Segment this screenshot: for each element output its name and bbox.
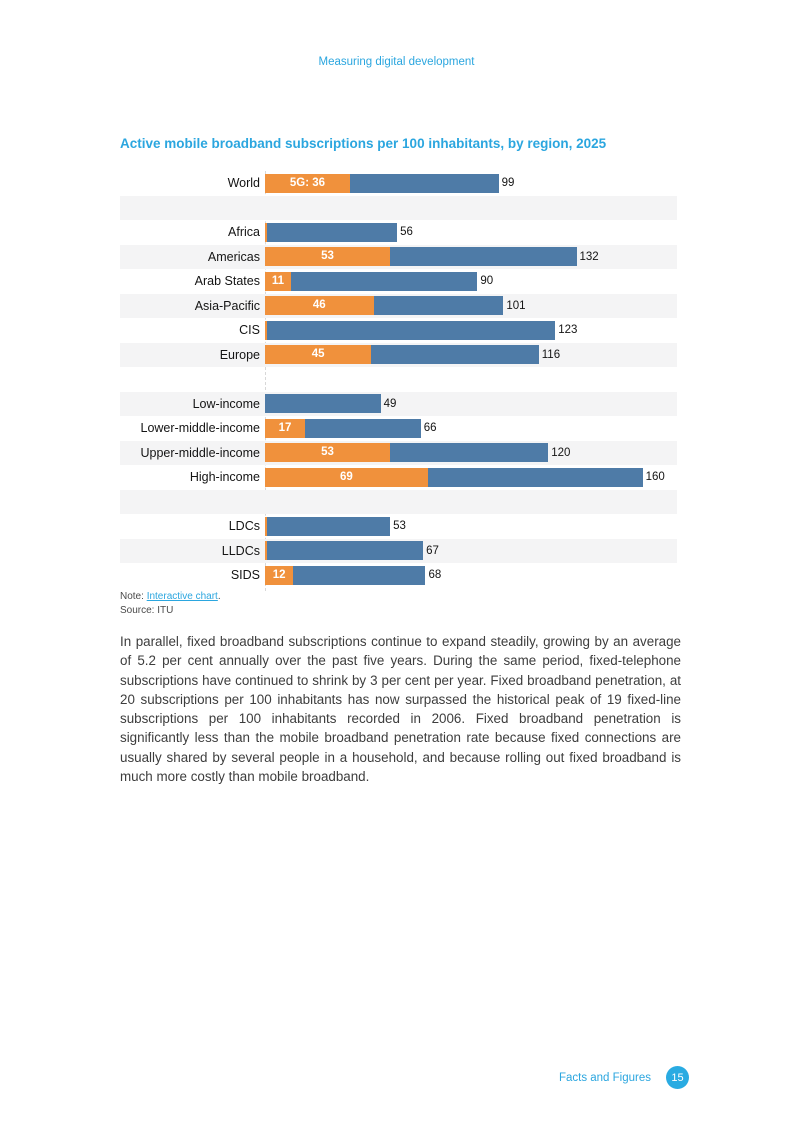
source-line: Source: ITU	[120, 605, 174, 616]
row-label: Europe	[219, 347, 260, 362]
bar-5g-segment: 53	[265, 247, 390, 266]
bar-value-label: 53	[393, 520, 406, 532]
chart-row	[120, 539, 677, 564]
bar-zone	[265, 465, 677, 490]
row-label: Asia-Pacific	[194, 298, 260, 313]
page-footer	[559, 1066, 689, 1089]
bar-5g-segment: 69	[265, 468, 428, 487]
bar-5g-segment: 46	[265, 296, 374, 315]
chart	[120, 171, 677, 588]
bar-value-label: 101	[506, 299, 526, 312]
bar-value-label: 120	[551, 446, 571, 459]
bar-total-segment	[291, 272, 477, 291]
chart-row	[120, 514, 677, 539]
bar-5g-segment: 53	[265, 443, 390, 462]
bar-total-segment	[305, 419, 421, 438]
bar-total-segment	[293, 566, 425, 585]
note-line	[120, 590, 221, 604]
bar-zone	[265, 441, 677, 466]
row-label: World	[227, 176, 260, 190]
bar-total-segment	[350, 174, 499, 193]
bar-zone	[265, 539, 677, 564]
row-label: Americas	[207, 249, 260, 264]
interactive-chart-link[interactable]: Interactive chart	[146, 591, 218, 602]
bar-zone	[265, 416, 677, 441]
chart-row	[120, 220, 677, 245]
row-label: LLDCs	[221, 543, 260, 558]
row-label: Low-income	[192, 396, 260, 411]
bar-value-label: 116	[541, 348, 561, 361]
row-label: High-income	[189, 470, 260, 484]
bar-total-segment	[390, 443, 548, 462]
row-label: SIDS	[230, 568, 260, 582]
bar-zone	[265, 294, 677, 319]
row-label: Lower-middle-income	[140, 421, 260, 435]
chart-row	[120, 441, 677, 466]
bar-total-segment	[267, 321, 555, 340]
chart-note	[120, 590, 221, 618]
chart-row	[120, 465, 677, 490]
chart-spacer-row	[120, 367, 677, 392]
bar-total-segment	[265, 394, 381, 413]
bar-total-segment	[428, 468, 643, 487]
bar-total-segment	[390, 247, 576, 266]
bar-value-label: 90	[480, 275, 494, 287]
bar-value-label: 99	[501, 177, 515, 189]
bar-5g-segment: 45	[265, 345, 371, 364]
chart-row	[120, 171, 677, 196]
bar-zone	[265, 220, 677, 245]
chart-row	[120, 563, 677, 588]
footer-section-label: Facts and Figures	[558, 1071, 651, 1084]
row-label: LDCs	[228, 519, 260, 533]
bar-zone	[265, 514, 677, 539]
bar-total-segment	[267, 517, 390, 536]
bar-value-label: 68	[428, 569, 442, 581]
chart-row	[120, 269, 677, 294]
bar-value-label: 56	[400, 226, 413, 238]
chart-row	[120, 318, 677, 343]
chart-row	[120, 245, 677, 270]
bar-zone	[265, 245, 677, 270]
bar-value-label: 67	[426, 544, 439, 557]
bar-zone	[265, 392, 677, 417]
chart-row	[120, 294, 677, 319]
bar-5g-segment: 5G: 36	[265, 174, 350, 193]
chart-spacer-row	[120, 196, 677, 221]
bar-value-label: 132	[579, 250, 599, 263]
page-number-badge: 15	[666, 1066, 689, 1089]
bar-value-label: 160	[645, 471, 665, 483]
row-label: Arab States	[194, 274, 260, 288]
bar-zone	[265, 343, 677, 368]
bar-value-label: 66	[423, 422, 437, 434]
bar-5g-segment: 11	[265, 272, 291, 291]
bar-value-label: 123	[558, 324, 578, 336]
bar-zone	[265, 563, 677, 588]
bar-total-segment	[267, 223, 397, 242]
note-suffix: .	[217, 591, 221, 602]
chart-title: Active mobile broadband subscriptions per 100 inhabitants, by region, 2025	[120, 136, 607, 151]
chart-spacer-row	[120, 490, 677, 515]
row-label: Africa	[228, 225, 260, 239]
chart-row	[120, 343, 677, 368]
running-header: Measuring digital development	[318, 56, 475, 68]
bar-5g-segment: 17	[265, 419, 305, 438]
bar-zone	[265, 171, 677, 196]
row-label: CIS	[239, 323, 260, 337]
bar-total-segment	[374, 296, 504, 315]
bar-zone	[265, 269, 677, 294]
bar-total-segment	[267, 541, 423, 560]
body-paragraph: In parallel, fixed broadband subscriptions continue to expand steadily, growing by an average of 5.2 per cent annually over the past five years. During the same period, fixed-telephone subscriptions have continued to shrink by 3 per cent per year. Fixed broadband penetration, at 20 subscriptions per 100 inhabitants has now surpassed the historical peak of 19 fixed-line subscriptions per 100 inhabitants recorded in 2006. Fixed broadband penetration is significantly less than the mobile broadband penetration rate because fixed connections are usually shared by several people in a household, and because rolling out fixed broadband is much more costly than mobile broadband.	[120, 634, 681, 785]
bar-value-label: 49	[383, 397, 397, 410]
note-prefix: Note:	[120, 591, 147, 602]
row-label: Upper-middle-income	[140, 445, 260, 460]
bar-zone	[265, 318, 677, 343]
chart-row	[120, 416, 677, 441]
bar-5g-segment: 12	[265, 566, 293, 585]
chart-row	[120, 392, 677, 417]
bar-total-segment	[371, 345, 539, 364]
